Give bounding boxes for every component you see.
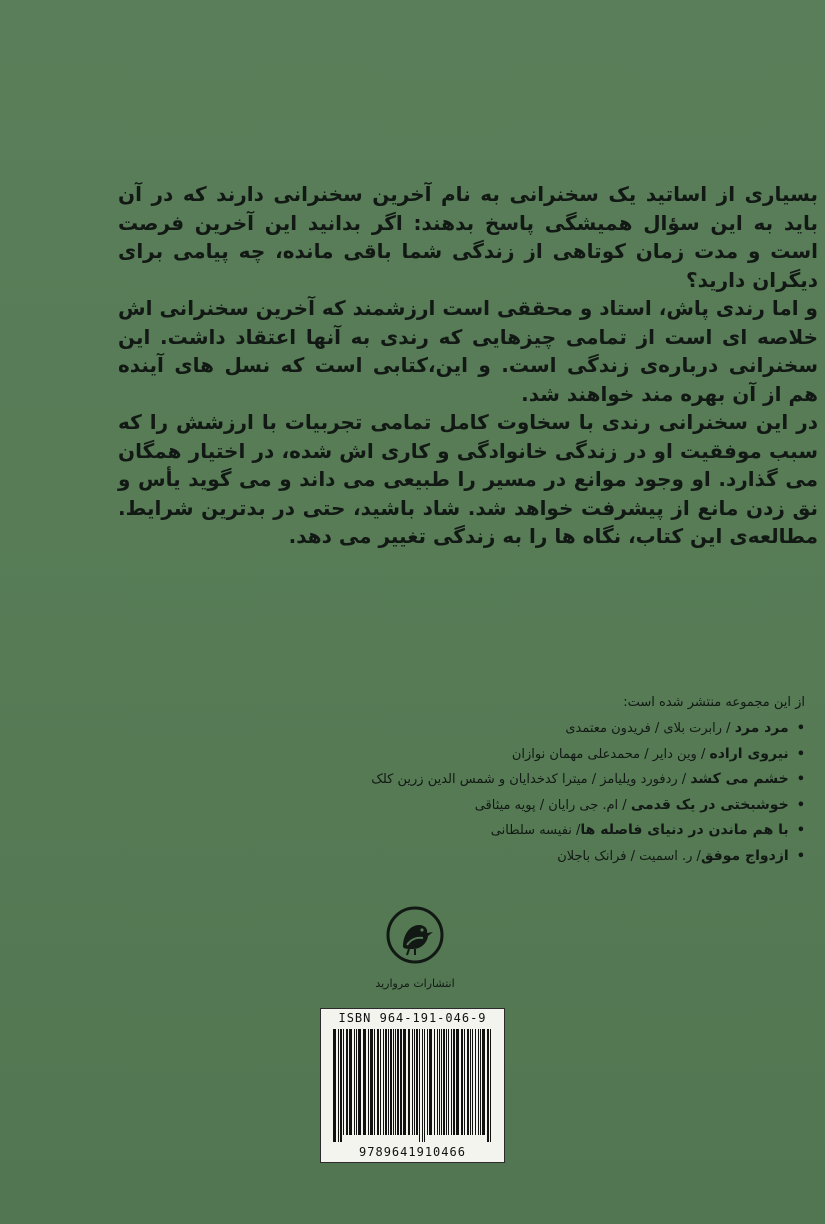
- barcode-bar: [446, 1029, 447, 1135]
- barcode-bar: [408, 1029, 410, 1135]
- barcode-bar: [356, 1029, 357, 1135]
- barcode-bar: [412, 1029, 413, 1135]
- barcode-bar: [354, 1029, 355, 1135]
- bullet-icon: •: [796, 746, 805, 762]
- barcode-bar: [395, 1029, 396, 1135]
- bullet-icon: •: [796, 848, 805, 864]
- series-item-credits: / ام. جی رایان / پویه میثاقی: [474, 797, 631, 813]
- series-item-title: با هم ماندن در دنیای فاصله ها: [580, 822, 789, 838]
- series-item-title: خشم می کشد: [690, 771, 789, 787]
- barcode-bar: [380, 1029, 381, 1135]
- blurb-text: [118, 180, 818, 551]
- barcode-bar: [451, 1029, 452, 1135]
- series-item: [300, 716, 805, 742]
- series-item-title: نیروی اراده: [709, 745, 789, 762]
- barcode-bar: [427, 1029, 428, 1135]
- barcode-bar: [333, 1029, 336, 1142]
- barcode-bar: [393, 1029, 394, 1135]
- blurb-paragraph: و اما رندی پاش، استاد و محققی است ارزشمند که آخرین سخنرانی اش خلاصه ای است از تمامی چیزهایی که رندی به آنها اعتقاد داشت. این سخنرانی درباره‌ی زندگی است. و این،کتابی است که نسل های آینده هم از آن بهره مند خواهند شد.: [118, 296, 818, 406]
- series-item: [300, 793, 805, 819]
- barcode-bar: [464, 1029, 465, 1135]
- barcode-bar: [349, 1029, 352, 1135]
- series-item-credits: / ر. اسمیت / فرانک باجلان: [557, 848, 701, 864]
- bird-logo-icon: [375, 905, 455, 1001]
- series-item: [300, 844, 805, 870]
- barcode-bar: [482, 1029, 485, 1135]
- publisher-logo-text: انتشارات مروارید: [375, 977, 455, 990]
- series-list: [300, 716, 805, 869]
- series-item-credits: / نفیسه سلطانی: [490, 823, 581, 838]
- barcode-bar: [363, 1029, 366, 1135]
- barcode-bar: [346, 1029, 348, 1135]
- barcode-bar: [429, 1029, 432, 1135]
- series-item-title: مرد مرد: [734, 720, 789, 736]
- barcode-bar: [377, 1029, 379, 1135]
- barcode-bar: [480, 1029, 481, 1135]
- barcode-bar: [419, 1029, 420, 1142]
- barcode-bar: [475, 1029, 476, 1135]
- barcode-bar: [385, 1029, 387, 1135]
- barcode-bar: [461, 1029, 463, 1135]
- barcode-bar: [470, 1029, 471, 1135]
- barcode-bar: [490, 1029, 491, 1142]
- barcode-bar: [424, 1029, 425, 1142]
- bullet-icon: •: [796, 797, 805, 813]
- barcode-bar: [383, 1029, 384, 1135]
- barcode-bar: [487, 1029, 489, 1142]
- series-item-credits: / رابرت بلای / فریدون معتمدی: [565, 721, 735, 736]
- barcode-bar: [374, 1029, 375, 1135]
- series-item-title: خوشبختی در یک قدمی: [630, 796, 789, 813]
- barcode-bar: [467, 1029, 469, 1135]
- series-item: [300, 742, 805, 768]
- barcode-bar: [448, 1029, 449, 1135]
- barcode-bar: [400, 1029, 402, 1135]
- barcode-bar: [416, 1029, 418, 1135]
- barcode-bar: [343, 1029, 344, 1135]
- series-item-credits: / ردفورد ویلیامز / میترا کدخدایان و شمس الدین زرین کلک: [371, 772, 691, 787]
- series-heading: از این مجموعه منتشر شده است:: [623, 695, 805, 710]
- publisher-logo: [375, 905, 455, 1001]
- barcode-bar: [358, 1029, 361, 1135]
- series-item-title: ازدواج موفق: [700, 847, 789, 864]
- blurb-paragraph: در این سخنرانی رندی با سخاوت کامل تمامی تجربیات با ارزشش را که سبب موفقیت او در زندگی خانوادگی و کاری اش شده، در اختیار همگان می گذارد. او وجود موانع در مسیر را طبیعی می داند و می گوید یأس و نق زدن مانع از پیشرفت خواهد شد. شاد باشید، حتی در بدترین شرایط. مطالعه‌ی این کتاب، نگاه ها را به زندگی تغییر می دهد.: [118, 410, 818, 548]
- barcode-bar: [340, 1029, 342, 1142]
- barcode-bar: [403, 1029, 406, 1135]
- barcode-bar: [390, 1029, 392, 1135]
- barcode-bar: [422, 1029, 423, 1142]
- barcode-bar: [370, 1029, 373, 1135]
- bullet-icon: •: [796, 823, 805, 838]
- barcode-bar: [434, 1029, 435, 1135]
- barcode-bar: [414, 1029, 415, 1135]
- barcode-bar: [439, 1029, 440, 1135]
- barcode-bar: [368, 1029, 369, 1135]
- barcode-bar: [397, 1029, 399, 1135]
- barcode-bar: [478, 1029, 479, 1135]
- barcode-digits: 9789641910466: [359, 1145, 466, 1159]
- barcode-bar: [338, 1029, 339, 1142]
- barcode-bar: [456, 1029, 459, 1135]
- barcode-bar: [441, 1029, 442, 1135]
- series-item: [300, 818, 805, 844]
- barcode-bar: [443, 1029, 445, 1135]
- series-item: [300, 767, 805, 793]
- barcode: [331, 1029, 494, 1142]
- barcode-bar: [453, 1029, 455, 1135]
- series-item-credits: / وین دایر / محمدعلی مهمان نوازان: [511, 746, 710, 762]
- bullet-icon: •: [796, 772, 805, 787]
- isbn-barcode-box: [320, 1008, 505, 1163]
- barcode-bar: [437, 1029, 438, 1135]
- barcode-bar: [388, 1029, 389, 1135]
- isbn-label: ISBN 964-191-046-9: [338, 1011, 487, 1025]
- bullet-icon: •: [796, 721, 805, 736]
- barcode-bar: [472, 1029, 473, 1135]
- blurb-paragraph: بسیاری از اساتید یک سخنرانی به نام آخرین سخنرانی دارند که در آن باید به این سؤال همیشگی پاسخ بدهند: اگر بدانید این آخرین فرصت است و مدت زمان کوتاهی از زندگی شما باقی مانده، چه پیامی برای دیگران دارید؟: [118, 182, 818, 292]
